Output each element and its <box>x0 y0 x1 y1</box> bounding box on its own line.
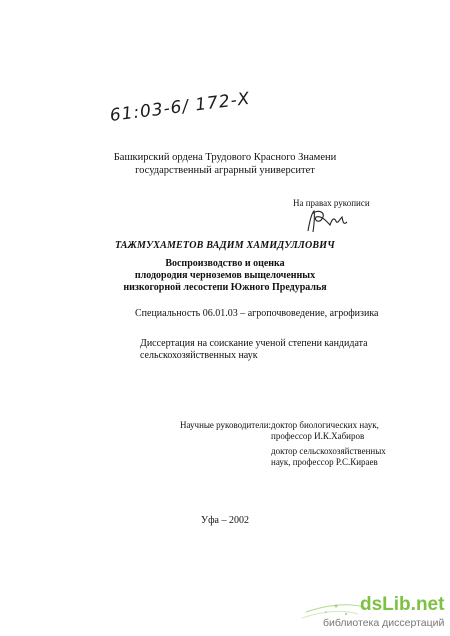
supervisor-second-line-1: доктор сельскохозяйственных <box>271 446 386 456</box>
degree-line-2: сельскохозяйственных наук <box>140 350 258 361</box>
organization-line-2: государственный аграрный университет <box>135 165 315 176</box>
organization-name <box>0 151 450 177</box>
supervisor-first-line-2: профессор И.К.Хабиров <box>271 431 365 441</box>
degree-statement <box>140 338 368 362</box>
supervisor-first-line-1: доктор биологических наук, <box>271 420 379 430</box>
organization-line-1: Башкирский ордена Трудового Красного Знамени <box>113 152 337 163</box>
dissertation-title <box>0 258 450 294</box>
supervisor-second <box>271 446 386 468</box>
author-name: ТАЖМУХАМЕТОВ ВАДИМ ХАМИДУЛЛОВИЧ <box>115 240 335 251</box>
supervisors-label: Научные руководители: <box>180 420 272 430</box>
watermark-brand[interactable]: dsLib.net <box>360 594 445 615</box>
title-line-3: низкогорной лесостепи Южного Предуралья <box>123 282 327 293</box>
title-line-2: плодородия черноземов выщелоченных <box>134 270 316 281</box>
supervisor-first <box>271 420 379 442</box>
city-year: Уфа – 2002 <box>201 515 249 526</box>
specialty: Специальность 06.01.03 – агропочвоведение, агрофизика <box>135 308 379 319</box>
signature-icon <box>300 205 350 237</box>
degree-line-1: Диссертация на соискание ученой степени кандидата <box>140 338 368 349</box>
archive-number-handwritten: 61:03-6/ 172-Х <box>108 88 252 126</box>
title-line-1: Воспроизводство и оценка <box>165 258 285 269</box>
supervisor-second-line-2: наук, профессор Р.С.Кираев <box>271 457 378 467</box>
rights-note: На правах рукописи <box>293 198 370 208</box>
watermark-subtitle: библиотека диссертаций <box>323 617 445 629</box>
